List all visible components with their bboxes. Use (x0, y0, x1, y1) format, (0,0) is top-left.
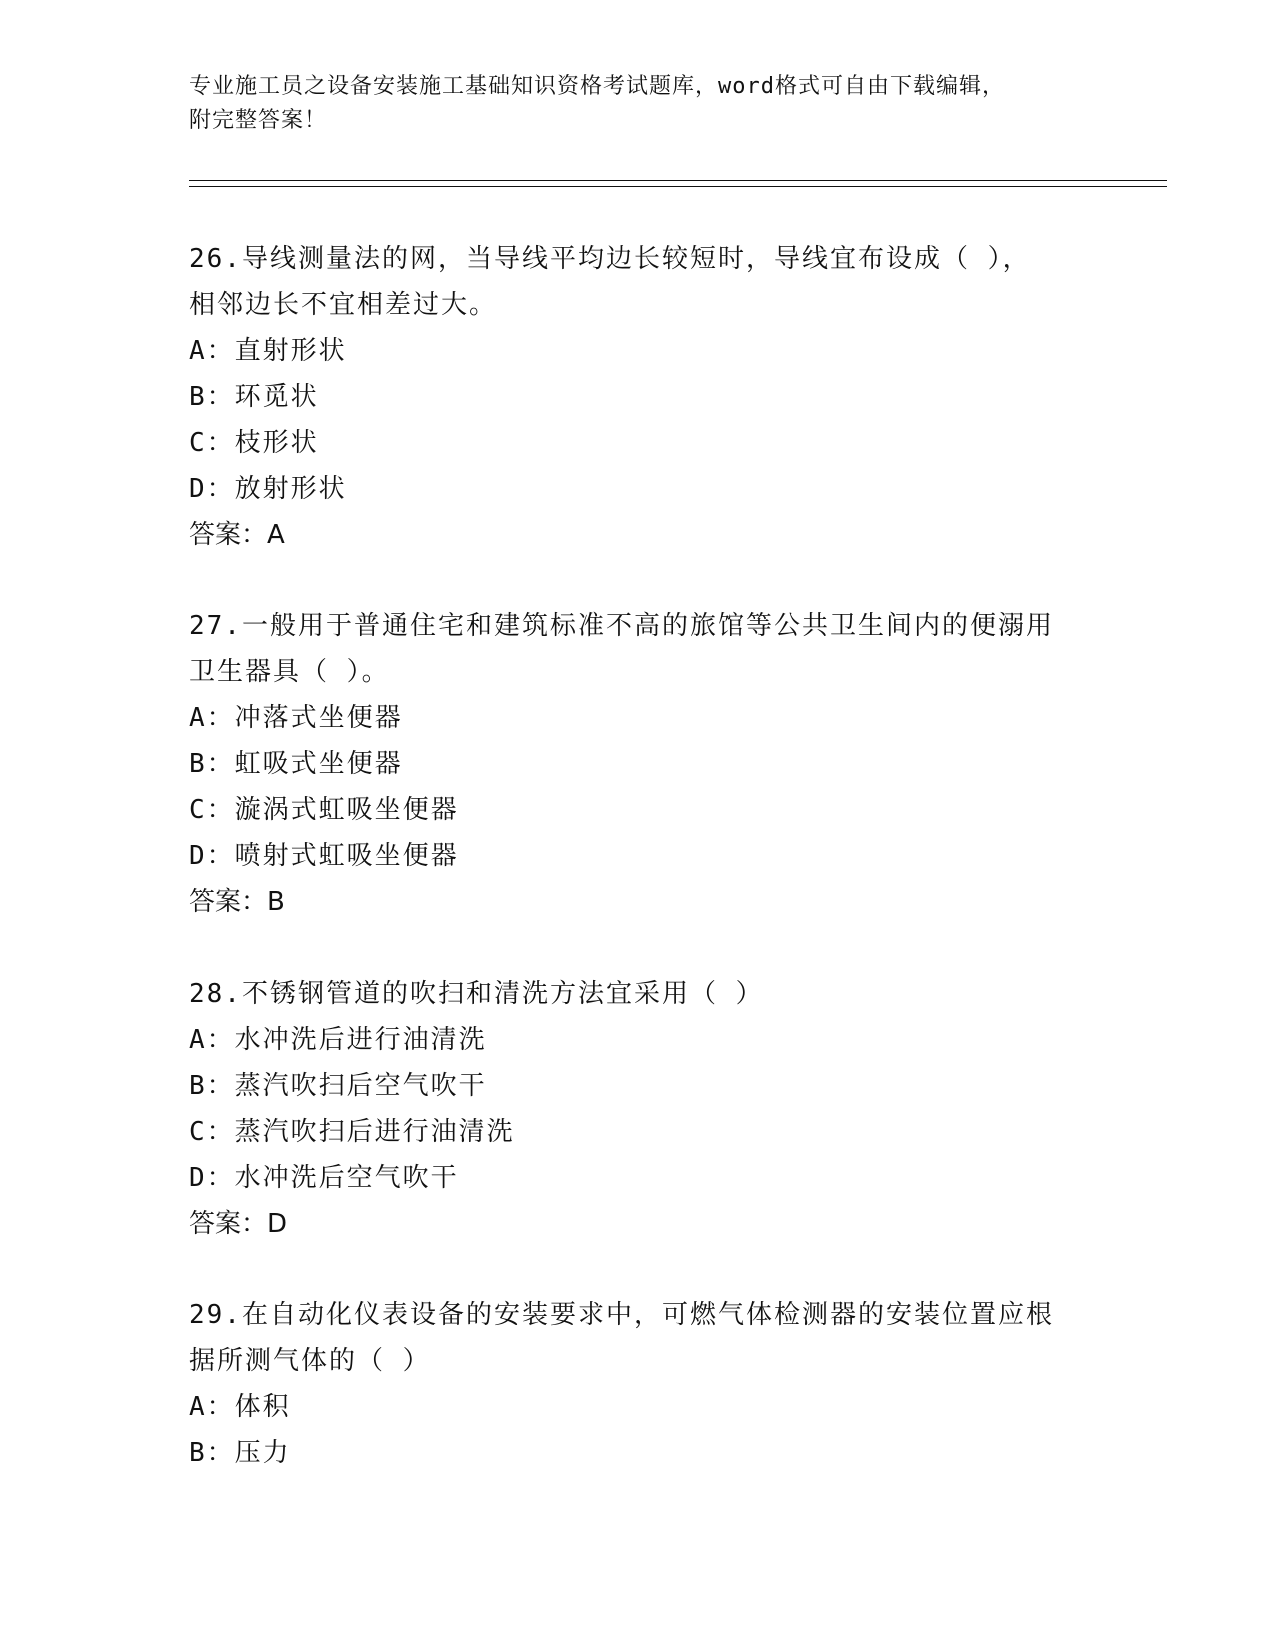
question-stem-line: 28.不锈钢管道的吹扫和清洗方法宜采用（ ） (189, 979, 764, 1009)
option-d: D：放射形状 (189, 474, 347, 504)
document-header (189, 70, 1089, 138)
header-divider-bottom (189, 186, 1167, 187)
option-a: A：体积 (189, 1392, 291, 1422)
question-stem-line: 26.导线测量法的网，当导线平均边长较短时，导线宜布设成（ ）， (189, 244, 1031, 274)
option-b: B：蒸汽吹扫后空气吹干 (189, 1071, 487, 1101)
option-c: C：枝形状 (189, 428, 319, 458)
question-stem-line: 卫生器具（ ）。 (189, 657, 390, 687)
header-divider-top (189, 180, 1167, 181)
option-b: B：压力 (189, 1438, 291, 1468)
option-a: A：水冲洗后进行油清洗 (189, 1025, 487, 1055)
option-d: D：喷射式虹吸坐便器 (189, 841, 459, 871)
question-28 (189, 971, 1089, 1247)
option-b: B：环觅状 (189, 382, 319, 412)
option-a: A：直射形状 (189, 336, 347, 366)
option-a: A：冲落式坐便器 (189, 703, 403, 733)
question-stem-line: 27.一般用于普通住宅和建筑标准不高的旅馆等公共卫生间内的便溺用 (189, 611, 1054, 641)
question-stem-line: 据所测气体的（ ） (189, 1346, 431, 1376)
option-c: C：漩涡式虹吸坐便器 (189, 795, 459, 825)
option-c: C：蒸汽吹扫后进行油清洗 (189, 1117, 515, 1147)
header-line-2: 附完整答案！ (189, 108, 328, 133)
question-stem-line: 相邻边长不宜相差过大。 (189, 290, 498, 320)
header-line-1: 专业施工员之设备安装施工基础知识资格考试题库，word格式可自由下载编辑， (189, 74, 1005, 99)
question-27 (189, 603, 1089, 925)
option-b: B：虹吸式坐便器 (189, 749, 403, 779)
question-stem-line: 29.在自动化仪表设备的安装要求中，可燃气体检测器的安装位置应根 (189, 1300, 1054, 1330)
answer-label: 答案：D (189, 1209, 288, 1239)
option-d: D：水冲洗后空气吹干 (189, 1163, 459, 1193)
answer-label: 答案：B (189, 887, 285, 917)
question-29 (189, 1292, 1089, 1476)
question-26 (189, 236, 1089, 558)
answer-label: 答案：A (189, 520, 285, 550)
